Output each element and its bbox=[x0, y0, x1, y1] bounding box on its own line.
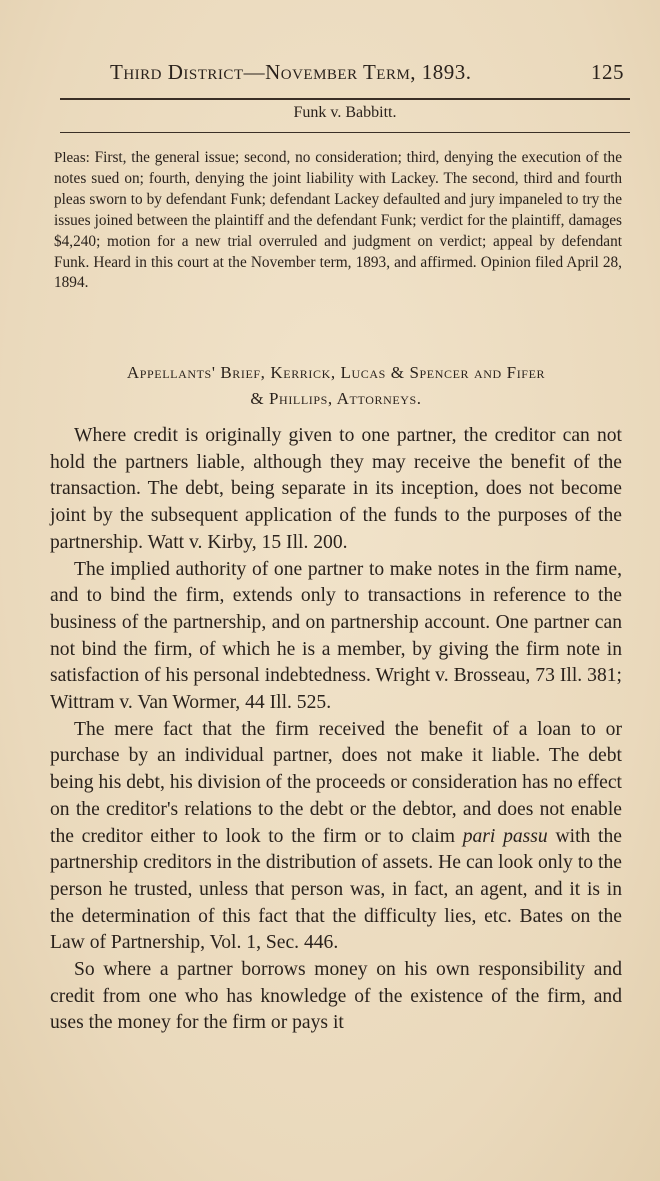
brief-paragraph-4: So where a partner borrows money on his own responsibility and credit from one who has knowledge of the existence of the firm, and uses the money for the firm or pays it bbox=[50, 959, 622, 1034]
page-number: 125 bbox=[591, 60, 624, 84]
brief-paragraph-1: Where credit is originally given to one partner, the creditor can not hold the partners liable, although they may receive the benefit of the transaction. The debt, being separate in its inception, does not become joint by the subsequent application of the funds to the purposes of the partnership. Watt v. Kirby, 15 Ill. 200. bbox=[50, 425, 622, 553]
brief-paragraph-3 bbox=[50, 717, 622, 957]
brief-heading-line-2: & Phillips, Attorneys. bbox=[250, 389, 422, 408]
brief-body bbox=[50, 423, 622, 1037]
case-title: Funk v. Babbitt. bbox=[293, 104, 397, 121]
brief-heading bbox=[50, 360, 622, 412]
header-rule bbox=[60, 98, 630, 100]
brief-heading-line-1: Appellants' Brief, Kerrick, Lucas & Spencer and Fifer bbox=[126, 363, 546, 382]
pleas-text: First, the general issue; second, no consideration; third, denying the execution of the notes sued on; fourth, denying the joint liability with Lackey. The second, third and fourth pleas sworn to by defendant Funk; defendant Lackey defaulted and jury impaneled to try the issues joined between the plaintiff and the defendant Funk; verdict for the plaintiff, damages $4,240; motion for a new trial overruled and judgment on verdict; appeal by defendant Funk. Heard in this court at the November term, 1893, and affirmed. Opinion filed April 28, 1894. bbox=[54, 149, 622, 292]
running-title: Third District—November Term, 1893. bbox=[110, 60, 472, 84]
pleas-paragraph bbox=[54, 148, 622, 294]
case-title-rule bbox=[60, 132, 630, 133]
running-head bbox=[110, 60, 630, 85]
pleas-label: Pleas: bbox=[54, 150, 90, 166]
paragraph-3-after: with the partnership creditors in the distribution of assets. He can look only to the person he trusted, unless that person was, in fact, an agent, and it is in the determination of this fact that the difficulty lies, etc. Bates on the Law of Partnership, Vol. 1, Sec. 446. bbox=[50, 825, 622, 954]
latin-phrase: pari passu bbox=[462, 825, 548, 847]
brief-paragraph-2: The implied authority of one partner to make notes in the firm name, and to bind the firm, extends only to transactions in reference to the business of the partnership, and on partnership account. One partner can not bind the firm, of which he is a member, by giving the firm note in satisfaction of his personal indebtedness. Wright v. Brosseau, 73 Ill. 381; Wittram v. Van Wormer, 44 Ill. 525. bbox=[50, 558, 622, 714]
paragraph-3-before: The mere fact that the firm received the benefit of a loan to or purchase by an individual partner, does not make it liable. The debt being his debt, his division of the proceeds or consideration has no effect on the creditor's relations to the debt or the debtor, and does not enable the creditor either to look to the firm or to claim bbox=[50, 718, 622, 847]
